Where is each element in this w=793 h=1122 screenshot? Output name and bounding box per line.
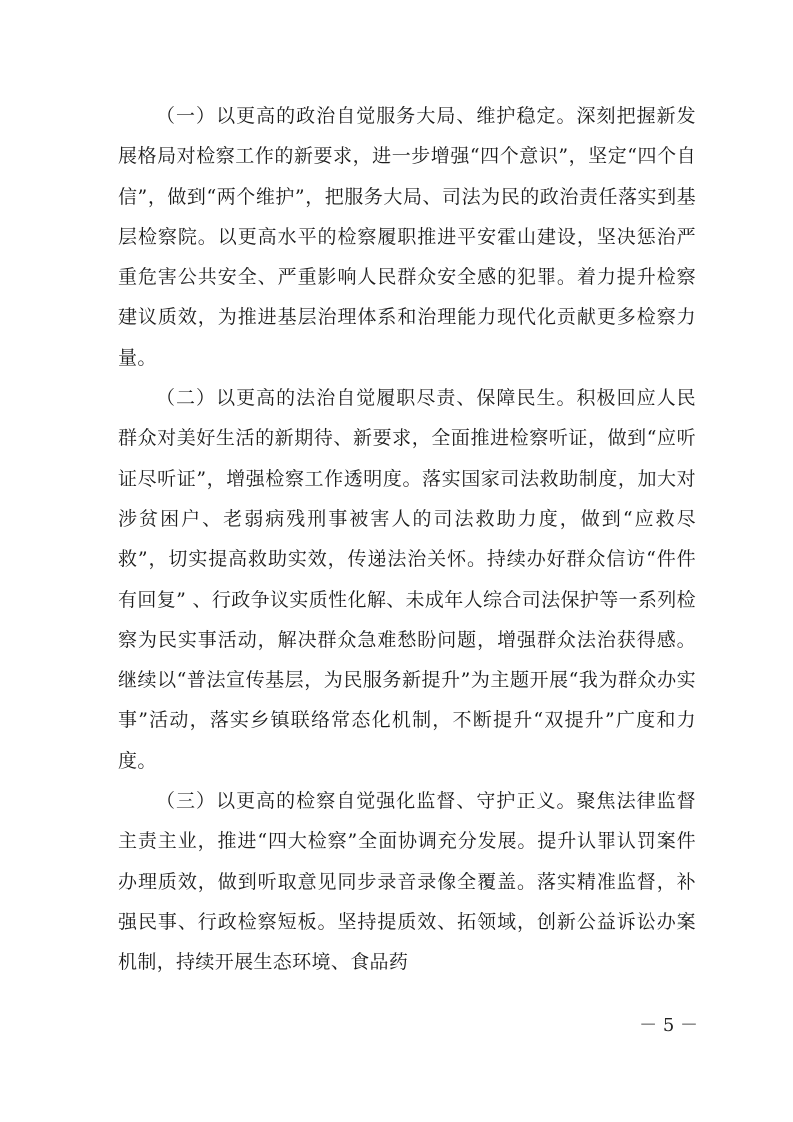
body-text: [118, 96, 696, 983]
paragraph-2: （二）以更高的法治自觉履职尽责、保障民生。积极回应人民群众对美好生活的新期待、新要求，全面推进检察听证，做到“应听证尽听证”，增强检察工作透明度。落实国家司法救助制度，加大对涉贫困户、老弱病残刑事被害人的司法救助力度，做到“应救尽救”，切实提高救助实效，传递法治关怀。持续办好群众信访“件件有回复” 、行政争议实质性化解、未成年人综合司法保护等一系列检察为民实事活动，解决群众急难愁盼问题，增强群众法治获得感。继续以“普法宣传基层，为民服务新提升”为主题开展“我为群众办实事”活动，落实乡镇联络常态化机制，不断提升“双提升”广度和力度。: [118, 387, 696, 772]
paragraph-3: （三）以更高的检察自觉强化监督、守护正义。聚焦法律监督主责主业，推进“四大检察”全面协调充分发展。提升认罪认罚案件办理质效，做到听取意见同步录音录像全覆盖。落实精准监督，补强民事、行政检察短板。坚持提质效、拓领域，创新公益诉讼办案机制，持续开展生态环境、食品药: [118, 790, 696, 974]
paragraph-1: （一）以更高的政治自觉服务大局、维护稳定。深刻把握新发展格局对检察工作的新要求，进一步增强“四个意识”，坚定“四个自信”，做到“两个维护”，把服务大局、司法为民的政治责任落实到基层检察院。以更高水平的检察履职推进平安霍山建设，坚决惩治严重危害公共安全、严重影响人民群众安全感的犯罪。着力提升检察建议质效，为推进基层治理体系和治理能力现代化贡献更多检察力量。: [118, 105, 696, 369]
page-number: － 5 －: [639, 1015, 698, 1036]
